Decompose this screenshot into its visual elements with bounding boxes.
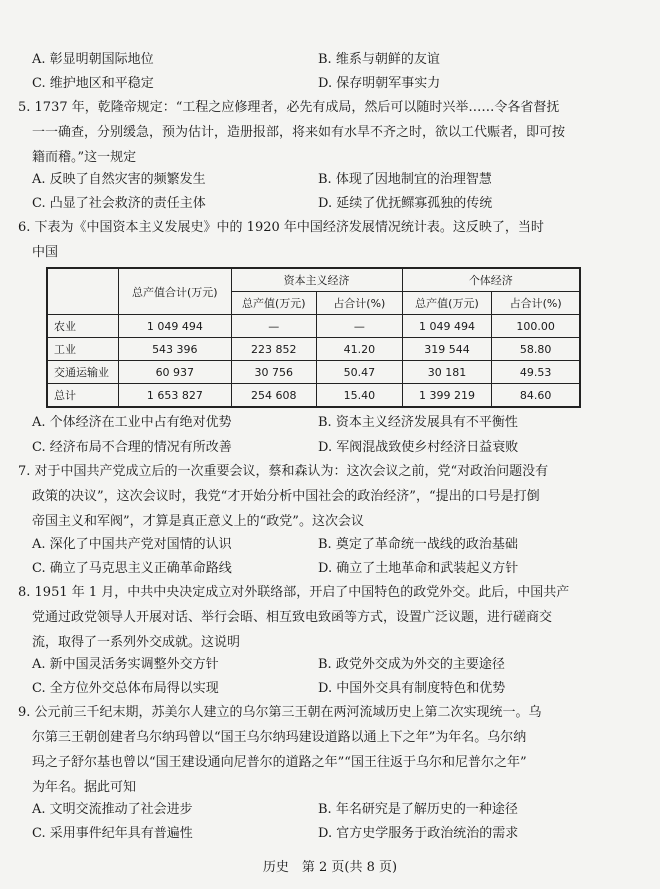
table-row	[47, 361, 580, 384]
cell-total: 543 396	[119, 338, 231, 361]
table-header-capitalist: 资本主义经济	[231, 268, 402, 292]
cell-total: 1 049 494	[119, 315, 231, 338]
cell-ind-output: 1 049 494	[402, 315, 492, 338]
q7-option-c: C. 确立了马克思主义正确革命路线	[32, 561, 232, 576]
q7-stem-line3: 帝国主义和军阀”，才算是真正意义上的“政党”。这次会议	[32, 514, 364, 529]
table-subheader-ind-output: 总产值(万元)	[402, 292, 492, 315]
q8-option-a: A. 新中国灵活务实调整外交方针	[32, 657, 219, 672]
cell-cap-output: 223 852	[231, 338, 317, 361]
q7-option-d: D. 确立了土地革命和武装起义方针	[318, 561, 519, 576]
cell-ind-share: 84.60	[492, 384, 580, 408]
cell-total: 1 653 827	[119, 384, 231, 408]
table-row	[47, 315, 580, 338]
q8-stem-line2: 党通过政党领导人开展对话、举行会晤、相互致电致函等方式，设置广泛议题，进行磋商交	[32, 610, 553, 625]
q8-stem-line1: 8. 1951 年 1 月，中共中央决定成立对外联络部，开启了中国特色的政党外交。此后，中国共产	[18, 585, 570, 600]
cell-cap-share: 50.47	[317, 361, 403, 384]
q9-option-d: D. 官方史学服务于政治统治的需求	[318, 826, 519, 841]
table-header-individual: 个体经济	[402, 268, 580, 292]
table-subheader-cap-output: 总产值(万元)	[231, 292, 317, 315]
q9-stem-line4: 为年名。据此可知	[32, 780, 137, 795]
cell-total: 60 937	[119, 361, 231, 384]
row-label: 农业	[47, 315, 119, 338]
q8-stem-line3: 流，取得了一系列外交成就。这说明	[32, 635, 241, 650]
cell-cap-output: 254 608	[231, 384, 317, 408]
cell-cap-share: 15.40	[317, 384, 403, 408]
q4-option-c: C. 维护地区和平稳定	[32, 76, 154, 91]
cell-cap-output: 30 756	[231, 361, 317, 384]
q7-option-b: B. 奠定了革命统一战线的政治基础	[318, 537, 518, 552]
cell-ind-output: 319 544	[402, 338, 492, 361]
q6-option-a: A. 个体经济在工业中占有绝对优势	[32, 415, 232, 430]
q6-stem-line1: 6. 下表为《中国资本主义发展史》中的 1920 年中国经济发展情况统计表。这反映了，当时	[18, 220, 544, 235]
q4-option-d: D. 保存明朝军事实力	[318, 76, 441, 91]
q8-option-c: C. 全方位外交总体布局得以实现	[32, 681, 219, 696]
economy-statistics-table	[46, 267, 581, 408]
q9-option-a: A. 文明交流推动了社会进步	[32, 802, 193, 817]
q8-option-d: D. 中国外交具有制度特色和优势	[318, 681, 506, 696]
table-subheader-ind-share: 占合计(%)	[492, 292, 580, 315]
row-label: 交通运输业	[47, 361, 119, 384]
q5-option-a: A. 反映了自然灾害的频繁发生	[32, 172, 206, 187]
cell-cap-share: —	[317, 315, 403, 338]
q7-option-a: A. 深化了中国共产党对国情的认识	[32, 537, 232, 552]
q5-stem-line3: 籍而稽。”这一规定	[32, 150, 137, 165]
table-row	[47, 338, 580, 361]
q9-stem-line3: 玛之子舒尔基也曾以“国王建设通向尼普尔的道路之年”“国王往返于乌尔和尼普尔之年”	[32, 755, 527, 770]
q4-option-b: B. 维系与朝鲜的友谊	[318, 52, 440, 67]
cell-ind-output: 30 181	[402, 361, 492, 384]
q5-stem-line2: 一一确查，分别缓急，预为估计，造册报部，将来如有水旱不齐之时，欲以工代赈者，即可按	[32, 125, 566, 140]
q4-option-a: A. 彰显明朝国际地位	[32, 52, 154, 67]
page-footer: 历史 第 2 页(共 8 页)	[262, 860, 398, 875]
table-header-total: 总产值合计(万元)	[119, 268, 231, 315]
cell-ind-share: 58.80	[492, 338, 580, 361]
q6-option-b: B. 资本主义经济发展具有不平衡性	[318, 415, 518, 430]
cell-cap-output: —	[231, 315, 317, 338]
q5-option-c: C. 凸显了社会救济的责任主体	[32, 196, 206, 211]
q9-option-c: C. 采用事件纪年具有普遍性	[32, 826, 193, 841]
cell-ind-output: 1 399 219	[402, 384, 492, 408]
table-header-blank	[47, 268, 119, 315]
cell-cap-share: 41.20	[317, 338, 403, 361]
table-row	[47, 384, 580, 408]
q5-option-d: D. 延续了优抚鳏寡孤独的传统	[318, 196, 493, 211]
q6-option-d: D. 军阀混战致使乡村经济日益衰败	[318, 440, 519, 455]
cell-ind-share: 49.53	[492, 361, 580, 384]
cell-ind-share: 100.00	[492, 315, 580, 338]
q9-stem-line1: 9. 公元前三千纪末期，苏美尔人建立的乌尔第三王朝在两河流域历史上第二次实现统一。乌	[18, 705, 542, 720]
table-subheader-cap-share: 占合计(%)	[317, 292, 403, 315]
q5-option-b: B. 体现了因地制宜的治理智慧	[318, 172, 492, 187]
row-label: 工业	[47, 338, 119, 361]
row-label: 总计	[47, 384, 119, 408]
q6-stem-line2: 中国	[32, 245, 59, 260]
q7-stem-line2: 政策的决议”，这次会议时，我党“才开始分析中国社会的政治经济”，“提出的口号是打倒	[32, 489, 540, 504]
q6-option-c: C. 经济布局不合理的情况有所改善	[32, 440, 232, 455]
q9-option-b: B. 年名研究是了解历史的一种途径	[318, 802, 518, 817]
q9-stem-line2: 尔第三王朝创建者乌尔纳玛曾以“国王乌尔纳玛建设道路以通上下之年”为年名。乌尔纳	[32, 730, 527, 745]
q5-stem-line1: 5. 1737 年，乾隆帝规定：“工程之应修理者，必先有成局，然后可以随时兴举……令各省督抚	[18, 100, 560, 115]
q7-stem-line1: 7. 对于中国共产党成立后的一次重要会议，蔡和森认为：这次会议之前，党“对政治问题没有	[18, 464, 549, 479]
q8-option-b: B. 政党外交成为外交的主要途径	[318, 657, 505, 672]
